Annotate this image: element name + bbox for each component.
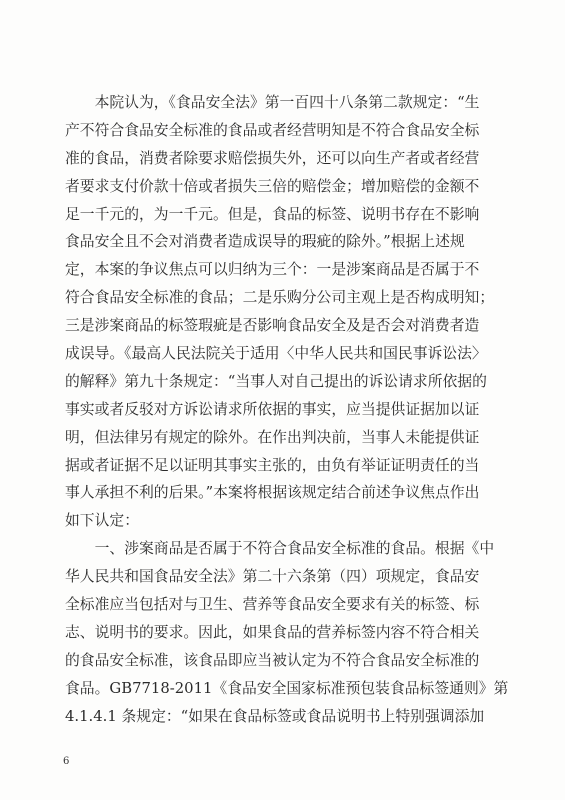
text-line: 者要求支付价款十倍或者损失三倍的赔偿金；增加赔偿的金额不 bbox=[65, 177, 480, 195]
text-line: 全标准应当包括对与卫生、营养等食品安全要求有关的标签、标 bbox=[65, 596, 480, 614]
text-line: 一、涉案商品是否属于不符合食品安全标准的食品。根据《中 bbox=[65, 540, 495, 558]
page-number: 6 bbox=[63, 756, 70, 767]
text-line: 成误导。《最高人民法院关于适用〈中华人民共和国民事诉讼法〉 bbox=[65, 345, 487, 363]
text-line: 符合食品安全标准的食品；二是乐购分公司主观上是否构成明知； bbox=[65, 289, 495, 307]
text-line: 志、说明书的要求。因此，如果食品的营养标签内容不符合相关 bbox=[65, 623, 480, 641]
text-line: 华人民共和国食品安全法》第二十六条第（四）项规定，食品安 bbox=[65, 568, 480, 586]
text-line: 如下认定： bbox=[65, 512, 139, 530]
text-line: 准的食品，消费者除要求赔偿损失外，还可以向生产者或者经营 bbox=[65, 149, 480, 167]
body-text bbox=[65, 89, 509, 730]
text-line: 据或者证据不足以证明其事实主张的，由负有举证证明责任的当 bbox=[65, 456, 480, 474]
text-line: 4.1.4.1 条规定：“如果在食品标签或食品说明书上特别强调添加 bbox=[65, 707, 485, 725]
text-line: 的食品安全标准，该食品即应当被认定为不符合食品安全标准的 bbox=[65, 651, 480, 669]
text-line: 事人承担不利的后果。”本案将根据该规定结合前述争议焦点作出 bbox=[65, 484, 480, 502]
text-line: 的解释》第九十条规定：“当事人对自己提出的诉讼请求所依据的 bbox=[65, 372, 487, 390]
text-line: 定，本案的争议焦点可以归纳为三个：一是涉案商品是否属于不 bbox=[65, 261, 480, 279]
text-line: 足一千元的，为一千元。但是，食品的标签、说明书存在不影响 bbox=[65, 205, 480, 223]
text-line: 食品安全且不会对消费者造成误导的瑕疵的除外。”根据上述规 bbox=[65, 233, 465, 251]
text-line: 食品。GB7718-2011《食品安全国家标准预包装食品标签通则》第 bbox=[65, 679, 509, 697]
text-line: 产不符合食品安全标准的食品或者经营明知是不符合食品安全标 bbox=[65, 121, 480, 139]
text-line: 事实或者反驳对方诉讼请求所依据的事实，应当提供证据加以证 bbox=[65, 400, 480, 418]
text-line: 明，但法律另有规定的除外。在作出判决前，当事人未能提供证 bbox=[65, 428, 480, 446]
text-line: 三是涉案商品的标签瑕疵是否影响食品安全及是否会对消费者造 bbox=[65, 317, 480, 335]
text-line: 本院认为，《食品安全法》第一百四十八条第二款规定：“生 bbox=[65, 94, 480, 111]
